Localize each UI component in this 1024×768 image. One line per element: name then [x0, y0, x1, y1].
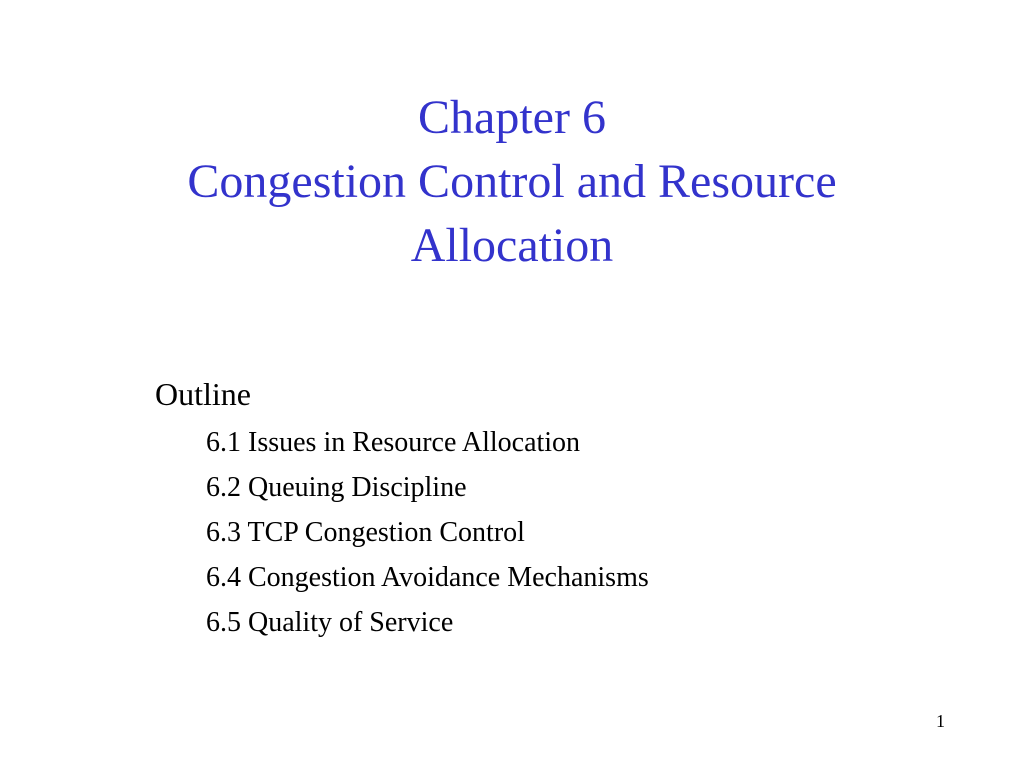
outline-item: 6.2 Queuing Discipline	[206, 472, 467, 503]
page-number: 1	[936, 711, 945, 731]
outline-item: 6.5 Quality of Service	[206, 607, 454, 638]
outline-item: 6.3 TCP Congestion Control	[206, 517, 525, 548]
title-line-topic-continued: Allocation	[410, 219, 614, 272]
outline-heading: Outline	[155, 376, 251, 412]
outline-item: 6.1 Issues in Resource Allocation	[206, 427, 581, 458]
title-line-topic: Congestion Control and Resource	[187, 155, 837, 208]
outline-item: 6.4 Congestion Avoidance Mechanisms	[206, 562, 649, 593]
outline-list	[155, 420, 649, 645]
title-line-chapter: Chapter 6	[418, 91, 606, 144]
outline-section	[155, 372, 649, 645]
slide-title	[0, 86, 1024, 278]
